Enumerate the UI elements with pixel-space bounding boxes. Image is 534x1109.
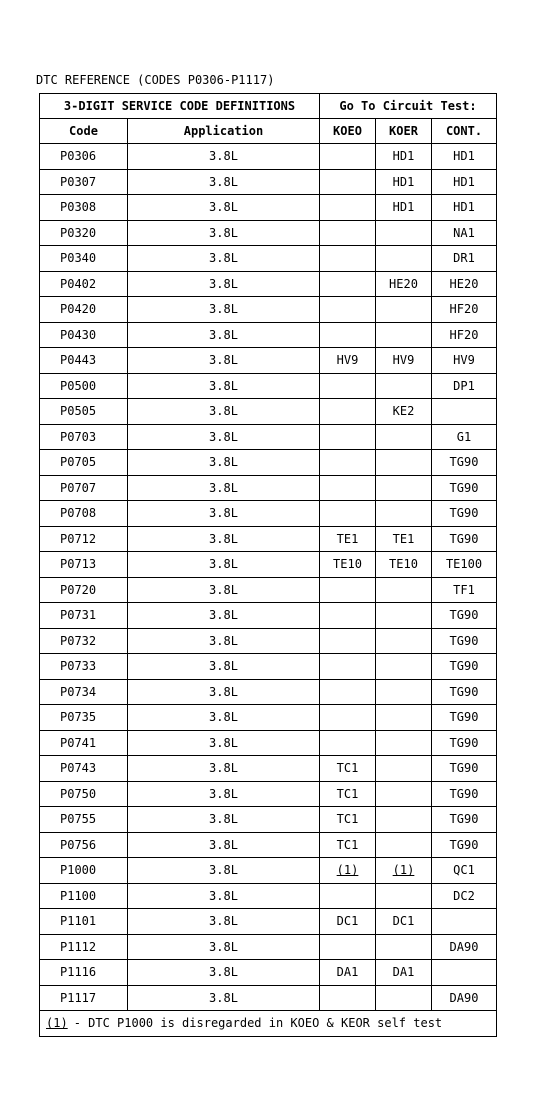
cont-cell: DC2 (432, 883, 497, 909)
koeo-cell (320, 195, 376, 221)
code-cell: P0756 (40, 832, 128, 858)
code-cell: P0443 (40, 348, 128, 374)
code-cell: P0705 (40, 450, 128, 476)
dtc-reference-table (39, 93, 497, 1037)
table-row (40, 297, 497, 323)
koer-cell (376, 883, 432, 909)
table-row (40, 220, 497, 246)
cont-cell: TE100 (432, 552, 497, 578)
footnote (40, 1011, 497, 1037)
code-cell: P0306 (40, 144, 128, 170)
koer-cell (376, 781, 432, 807)
cont-cell: TG90 (432, 628, 497, 654)
koeo-cell (320, 424, 376, 450)
cont-cell: DA90 (432, 934, 497, 960)
table-row (40, 424, 497, 450)
table-row (40, 628, 497, 654)
cont-cell: HF20 (432, 297, 497, 323)
code-cell: P0500 (40, 373, 128, 399)
koeo-cell: HV9 (320, 348, 376, 374)
table-row (40, 934, 497, 960)
table-row (40, 807, 497, 833)
koer-cell (376, 450, 432, 476)
application-cell: 3.8L (128, 552, 320, 578)
cont-cell: TG90 (432, 526, 497, 552)
code-cell: P1000 (40, 858, 128, 884)
koer-cell (376, 858, 432, 884)
application-cell: 3.8L (128, 807, 320, 833)
application-cell: 3.8L (128, 781, 320, 807)
code-cell: P0430 (40, 322, 128, 348)
application-cell: 3.8L (128, 985, 320, 1011)
table-row (40, 730, 497, 756)
code-cell: P0420 (40, 297, 128, 323)
koer-cell (376, 220, 432, 246)
koeo-cell (320, 858, 376, 884)
cont-cell: DA90 (432, 985, 497, 1011)
koer-cell (376, 246, 432, 272)
koeo-cell (320, 271, 376, 297)
table-row (40, 475, 497, 501)
koeo-cell: TC1 (320, 781, 376, 807)
application-cell: 3.8L (128, 348, 320, 374)
column-header-koeo: KOEO (320, 119, 376, 144)
koer-cell (376, 756, 432, 782)
table-row (40, 169, 497, 195)
koeo-cell: TE10 (320, 552, 376, 578)
cont-cell: TG90 (432, 832, 497, 858)
code-cell: P1116 (40, 960, 128, 986)
koer-cell (376, 322, 432, 348)
table-row (40, 756, 497, 782)
koeo-cell (320, 373, 376, 399)
table-row (40, 144, 497, 170)
code-cell: P0307 (40, 169, 128, 195)
code-cell: P0720 (40, 577, 128, 603)
application-cell: 3.8L (128, 322, 320, 348)
application-cell: 3.8L (128, 909, 320, 935)
cont-cell: DP1 (432, 373, 497, 399)
code-cell: P0741 (40, 730, 128, 756)
code-cell: P0703 (40, 424, 128, 450)
application-cell: 3.8L (128, 501, 320, 527)
application-cell: 3.8L (128, 577, 320, 603)
application-cell: 3.8L (128, 450, 320, 476)
code-cell: P0734 (40, 679, 128, 705)
table-row (40, 526, 497, 552)
koer-cell (376, 297, 432, 323)
cont-cell: QC1 (432, 858, 497, 884)
application-cell: 3.8L (128, 756, 320, 782)
column-header-row (40, 119, 497, 144)
footnote-text: - DTC P1000 is disregarded in KOEO & KEOR self test (73, 1016, 443, 1031)
koer-cell (376, 807, 432, 833)
cont-cell: HE20 (432, 271, 497, 297)
application-cell: 3.8L (128, 424, 320, 450)
code-cell: P1117 (40, 985, 128, 1011)
cont-cell: HD1 (432, 144, 497, 170)
table-row (40, 246, 497, 272)
koeo-cell (320, 705, 376, 731)
koeo-cell: DA1 (320, 960, 376, 986)
koer-cell: DA1 (376, 960, 432, 986)
code-cell: P0713 (40, 552, 128, 578)
cont-cell: TG90 (432, 501, 497, 527)
application-cell: 3.8L (128, 934, 320, 960)
table-row (40, 705, 497, 731)
application-cell: 3.8L (128, 195, 320, 221)
application-cell: 3.8L (128, 883, 320, 909)
cont-cell: TG90 (432, 450, 497, 476)
koeo-cell: TE1 (320, 526, 376, 552)
table-row (40, 195, 497, 221)
koer-cell (376, 501, 432, 527)
table-row (40, 679, 497, 705)
application-cell: 3.8L (128, 730, 320, 756)
table-row (40, 883, 497, 909)
table-title-row (40, 94, 497, 119)
koeo-cell (320, 297, 376, 323)
cont-cell: TG90 (432, 730, 497, 756)
cont-cell: NA1 (432, 220, 497, 246)
table-row (40, 985, 497, 1011)
cont-cell: DR1 (432, 246, 497, 272)
table-row (40, 501, 497, 527)
document-title: DTC REFERENCE (CODES P0306-P1117) (36, 73, 275, 87)
koeo-cell (320, 169, 376, 195)
application-cell: 3.8L (128, 654, 320, 680)
cont-cell: TG90 (432, 781, 497, 807)
cont-cell (432, 960, 497, 986)
koeo-cell (320, 883, 376, 909)
koer-cell: HD1 (376, 169, 432, 195)
application-cell: 3.8L (128, 858, 320, 884)
koeo-cell (320, 475, 376, 501)
code-cell: P0340 (40, 246, 128, 272)
table-row (40, 909, 497, 935)
koer-cell (376, 705, 432, 731)
code-cell: P0402 (40, 271, 128, 297)
application-cell: 3.8L (128, 399, 320, 425)
koeo-cell (320, 577, 376, 603)
koeo-cell (320, 603, 376, 629)
cont-cell: TG90 (432, 679, 497, 705)
column-header-application: Application (128, 119, 320, 144)
footnote-row (40, 1011, 497, 1037)
table-row (40, 960, 497, 986)
table-row (40, 450, 497, 476)
table-row (40, 373, 497, 399)
koeo-cell (320, 450, 376, 476)
cont-cell (432, 909, 497, 935)
column-header-code: Code (40, 119, 128, 144)
application-cell: 3.8L (128, 246, 320, 272)
application-cell: 3.8L (128, 475, 320, 501)
table-row (40, 399, 497, 425)
cont-cell: G1 (432, 424, 497, 450)
application-cell: 3.8L (128, 220, 320, 246)
cont-cell: TG90 (432, 654, 497, 680)
table-row (40, 858, 497, 884)
koer-cell: DC1 (376, 909, 432, 935)
koer-cell (376, 475, 432, 501)
code-cell: P0308 (40, 195, 128, 221)
koeo-cell (320, 322, 376, 348)
cont-cell: TG90 (432, 603, 497, 629)
code-cell: P0743 (40, 756, 128, 782)
koer-cell (376, 679, 432, 705)
koer-cell: HD1 (376, 195, 432, 221)
koer-cell (376, 832, 432, 858)
koeo-cell (320, 501, 376, 527)
koeo-cell (320, 934, 376, 960)
koeo-cell (320, 144, 376, 170)
koer-cell (376, 603, 432, 629)
application-cell: 3.8L (128, 705, 320, 731)
koeo-cell (320, 628, 376, 654)
koer-cell (376, 424, 432, 450)
koeo-cell (320, 246, 376, 272)
koeo-cell: TC1 (320, 832, 376, 858)
table-row (40, 271, 497, 297)
table-row (40, 577, 497, 603)
cont-cell: HV9 (432, 348, 497, 374)
code-cell: P0755 (40, 807, 128, 833)
cont-cell: TG90 (432, 705, 497, 731)
koeo-cell (320, 679, 376, 705)
code-cell: P0735 (40, 705, 128, 731)
code-cell: P1100 (40, 883, 128, 909)
koer-cell (376, 730, 432, 756)
application-cell: 3.8L (128, 169, 320, 195)
cont-cell: TG90 (432, 756, 497, 782)
application-cell: 3.8L (128, 832, 320, 858)
koer-cell: KE2 (376, 399, 432, 425)
column-header-koer: KOER (376, 119, 432, 144)
koeo-cell: DC1 (320, 909, 376, 935)
application-cell: 3.8L (128, 373, 320, 399)
koeo-cell (320, 985, 376, 1011)
cont-cell: TG90 (432, 475, 497, 501)
footnote-marker: (1) (336, 863, 359, 878)
koeo-cell: TC1 (320, 807, 376, 833)
koeo-cell (320, 654, 376, 680)
koer-cell (376, 654, 432, 680)
code-cell: P0708 (40, 501, 128, 527)
koer-cell: HE20 (376, 271, 432, 297)
koeo-cell (320, 220, 376, 246)
table-row (40, 781, 497, 807)
code-cell: P0732 (40, 628, 128, 654)
koer-cell: HV9 (376, 348, 432, 374)
application-cell: 3.8L (128, 526, 320, 552)
cont-cell: HF20 (432, 322, 497, 348)
koer-cell: TE1 (376, 526, 432, 552)
application-cell: 3.8L (128, 679, 320, 705)
circuit-test-title: Go To Circuit Test: (320, 94, 497, 119)
code-cell: P0320 (40, 220, 128, 246)
code-cell: P1112 (40, 934, 128, 960)
cont-cell: HD1 (432, 169, 497, 195)
footnote-marker: (1) (392, 863, 415, 878)
table-row (40, 603, 497, 629)
application-cell: 3.8L (128, 144, 320, 170)
cont-cell (432, 399, 497, 425)
column-header-cont: CONT. (432, 119, 497, 144)
code-cell: P0750 (40, 781, 128, 807)
koer-cell (376, 985, 432, 1011)
table-row (40, 348, 497, 374)
koer-cell (376, 577, 432, 603)
code-cell: P0733 (40, 654, 128, 680)
table-row (40, 322, 497, 348)
application-cell: 3.8L (128, 603, 320, 629)
koer-cell: TE10 (376, 552, 432, 578)
application-cell: 3.8L (128, 960, 320, 986)
application-cell: 3.8L (128, 271, 320, 297)
application-cell: 3.8L (128, 628, 320, 654)
koer-cell (376, 628, 432, 654)
code-cell: P0731 (40, 603, 128, 629)
code-cell: P0712 (40, 526, 128, 552)
service-code-definitions-title: 3-DIGIT SERVICE CODE DEFINITIONS (40, 94, 320, 119)
koer-cell (376, 934, 432, 960)
koer-cell (376, 373, 432, 399)
cont-cell: TF1 (432, 577, 497, 603)
koer-cell: HD1 (376, 144, 432, 170)
code-cell: P0505 (40, 399, 128, 425)
code-cell: P1101 (40, 909, 128, 935)
table-row (40, 552, 497, 578)
code-cell: P0707 (40, 475, 128, 501)
koeo-cell: TC1 (320, 756, 376, 782)
koeo-cell (320, 730, 376, 756)
cont-cell: HD1 (432, 195, 497, 221)
table-row (40, 832, 497, 858)
table-row (40, 654, 497, 680)
application-cell: 3.8L (128, 297, 320, 323)
cont-cell: TG90 (432, 807, 497, 833)
koeo-cell (320, 399, 376, 425)
footnote-reference: (1) (46, 1016, 68, 1031)
